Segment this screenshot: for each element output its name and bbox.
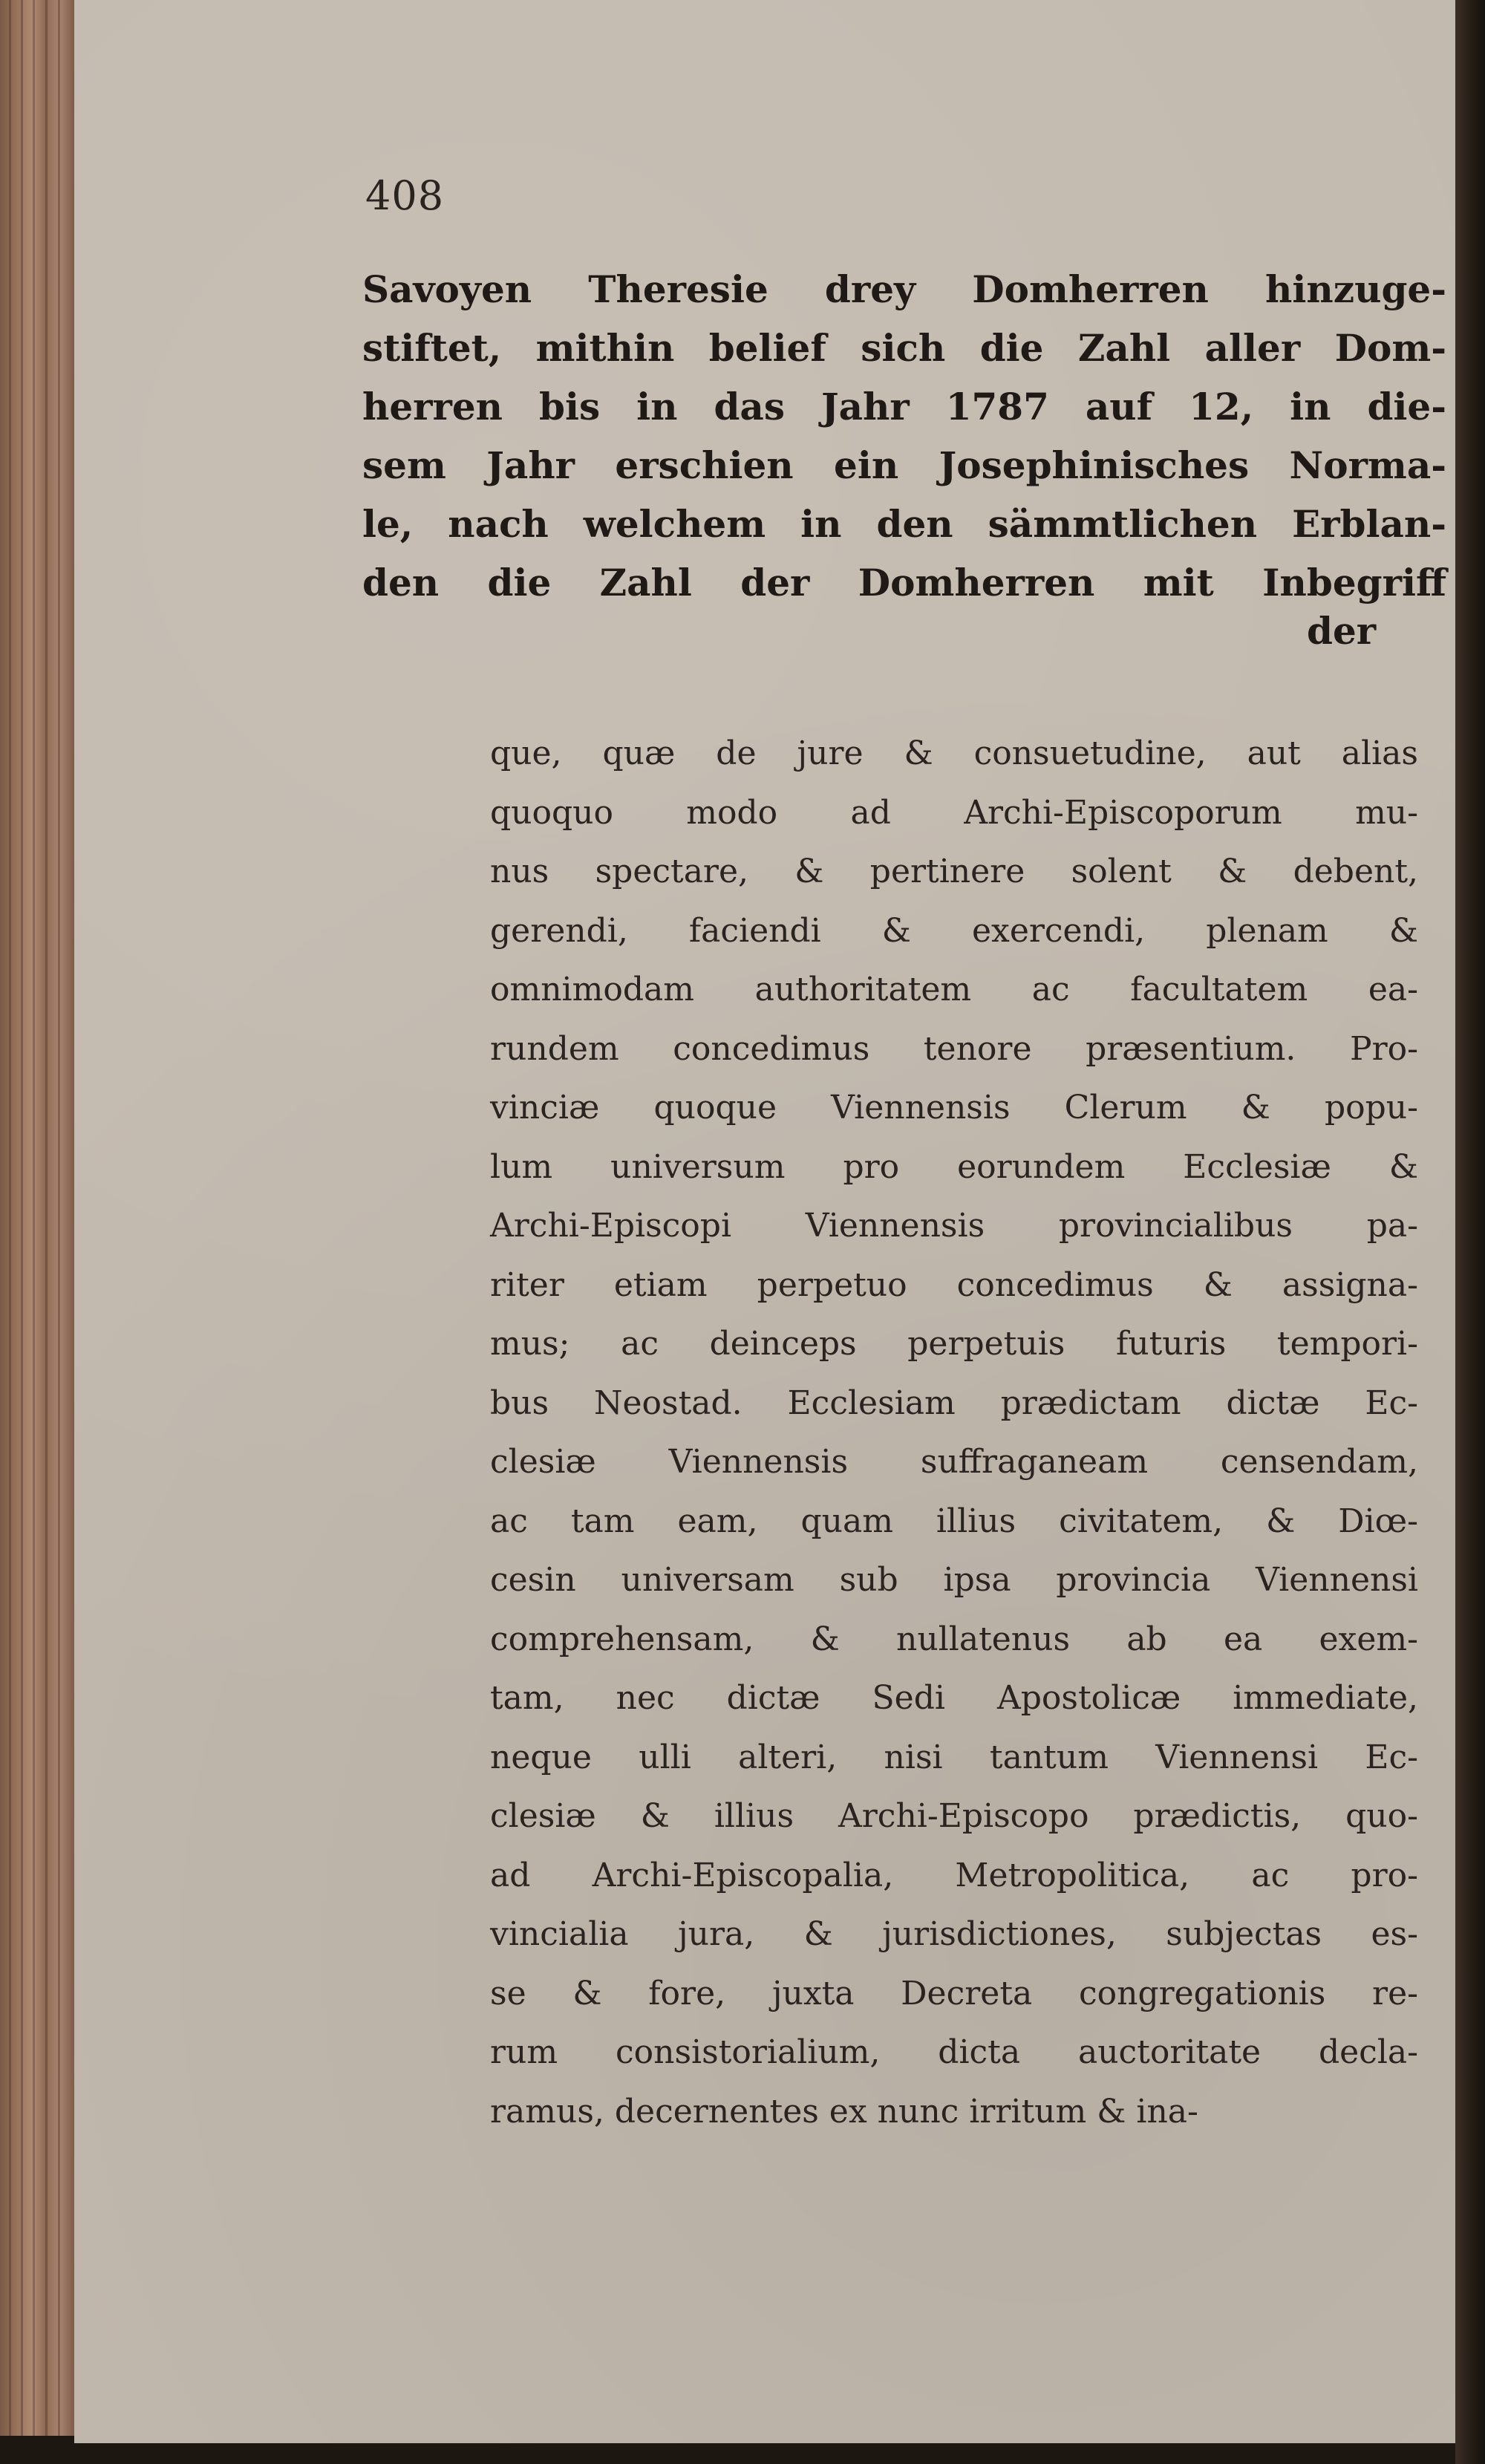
latin-line: ac tam eam, quam illius civitatem, & Diœ- (490, 1502, 1418, 1540)
latin-line: ad Archi-Episcopalia, Metropolitica, ac pro- (490, 1856, 1418, 1894)
latin-line: tam, nec dictæ Sedi Apostolicæ immediate, (490, 1679, 1418, 1717)
page-number: 408 (365, 172, 445, 219)
latin-line: se & fore, juxta Decreta congregationis re- (490, 1974, 1418, 2012)
latin-line: cesin universam sub ipsa provincia Viennensi (490, 1561, 1418, 1599)
latin-line: vincialia jura, & jurisdictiones, subjectas es- (490, 1915, 1418, 1953)
german-paragraph (362, 260, 1446, 612)
german-line: Savoyen Theresie drey Domherren hinzuge- (362, 267, 1446, 311)
german-line: sem Jahr erschien ein Josephinisches Norma- (362, 443, 1446, 487)
latin-line: omnimodam authoritatem ac facultatem ea- (490, 971, 1418, 1008)
book-page-edges (0, 0, 74, 2436)
german-line: den die Zahl der Domherren mit Inbegriff (362, 561, 1446, 604)
latin-line: nus spectare, & pertinere solent & debent, (490, 853, 1418, 890)
latin-quotation (490, 724, 1418, 2141)
catchword: der (1307, 609, 1377, 653)
latin-line: bus Neostad. Ecclesiam prædictam dictæ Ec- (490, 1383, 1418, 1422)
german-line: le, nach welchem in den sämmtlichen Erblan- (362, 502, 1446, 546)
latin-line: comprehensam, & nullatenus ab ea exem- (490, 1620, 1418, 1658)
latin-line: vinciæ quoque Viennensis Clerum & popu- (490, 1089, 1418, 1127)
latin-line: clesiæ & illius Archi-Episcopo prædictis, quo- (490, 1797, 1418, 1835)
german-line: stiftet, mithin belief sich die Zahl aller Dom- (362, 326, 1446, 370)
latin-line: mus; ac deinceps perpetuis futuris tempori- (490, 1325, 1418, 1363)
latin-line: que, quæ de jure & consuetudine, aut alias (490, 734, 1418, 772)
latin-line: clesiæ Viennensis suffraganeam censendam, (490, 1443, 1418, 1481)
latin-line: lum universum pro eorundem Ecclesiæ & (490, 1147, 1418, 1186)
latin-line: rundem concedimus tenore præsentium. Pro- (490, 1029, 1418, 1068)
latin-line: neque ulli alteri, nisi tantum Viennensi Ec- (490, 1738, 1418, 1776)
book-page (74, 0, 1455, 2443)
latin-line: Archi-Episcopi Viennensis provincialibus pa- (490, 1207, 1418, 1245)
book-binding-edge (1455, 0, 1485, 2464)
latin-line: quoquo modo ad Archi-Episcoporum mu- (490, 793, 1418, 832)
latin-line: rum consistorialium, dicta auctoritate decla- (490, 2033, 1418, 2071)
latin-line: riter etiam perpetuo concedimus & assigna- (490, 1265, 1418, 1304)
latin-line: ramus, decernentes ex nunc irritum & ina- (490, 2092, 1198, 2131)
latin-line: gerendi, faciendi & exercendi, plenam & (490, 911, 1418, 950)
german-line: herren bis in das Jahr 1787 auf 12, in die- (362, 385, 1446, 428)
